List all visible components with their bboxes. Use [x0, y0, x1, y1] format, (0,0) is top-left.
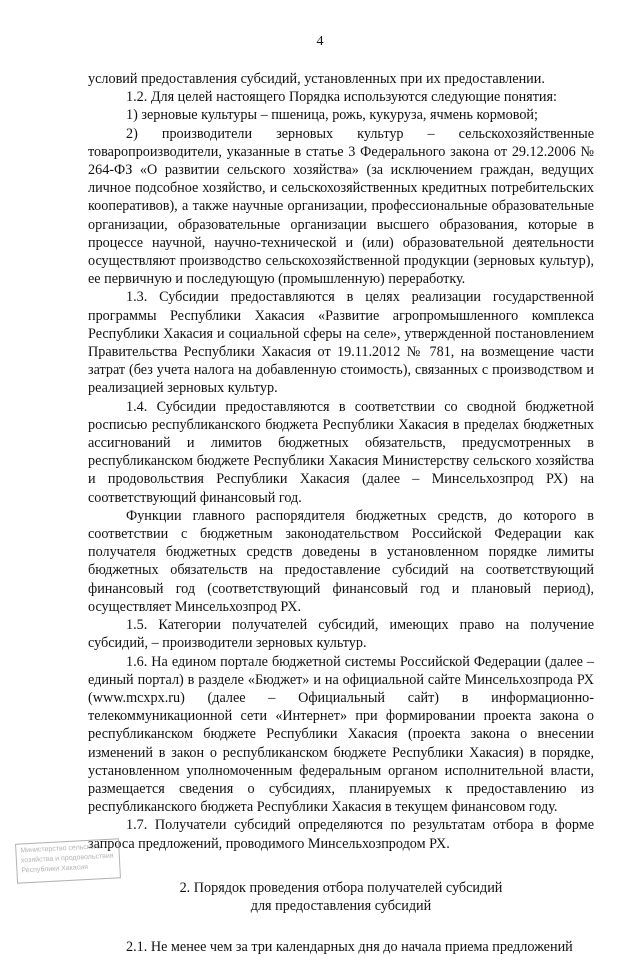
page-number: 4	[316, 34, 324, 49]
paragraph-1-3: 1.3. Субсидии предоставляются в целях реализации государственной программы Республики Хакасия «Развитие агропромышленного комплекса Республики Хакасия и социальной сферы на селе», утвержденной постановлением Правительства Республики Хакасия от 19.11.2012 № 781, на возмещение части затрат (без учета налога на добавленную стоимость), связанных с производством и реализацией зерновых культур.	[88, 289, 594, 397]
stamp-line: Министерство сельского	[20, 843, 101, 855]
paragraph-1-2: 1.2. Для целей настоящего Порядка используются следующие понятия:	[126, 89, 557, 106]
document-body	[88, 70, 594, 956]
paragraph-1-7: 1.7. Получатели субсидий определяются по результатам отбора в форме запроса предложений, проводимого Минсельхозпродом РХ.	[88, 817, 594, 852]
definition-2: 2) производители зерновых культур – сельскохозяйственные товаропроизводители, указанные в статье 3 Федерального закона от 29.12.2006 № 264-ФЗ «О развитии сельского хозяйства» (за исключением граждан, ведущих личное подсобное хозяйство, и сельскохозяйственных кредитных потребительских кооперативов), а также научные организации, профессиональные образовательные организации, образовательные организации высшего образования, которые в процессе научной, научно-технической и (или) образовательной деятельности осуществляют производство сельскохозяйственной продукции (зерновых культур), ее первичную и последующую (промышленную) переработку.	[88, 125, 594, 288]
section-heading-line-2: для предоставления субсидий	[250, 897, 432, 914]
section-heading-line-1: 2. Порядок проведения отбора получателей субсидий	[179, 879, 503, 896]
registration-stamp	[15, 838, 121, 883]
stamp-line: Республики Хакасия	[21, 863, 89, 875]
paragraph-2-1: 2.1. Не менее чем за три календарных дня до начала приема предложений	[126, 939, 573, 956]
paragraph-1-5: 1.5. Категории получателей субсидий, имеющих право на получение субсидий, – производители зерновых культур.	[88, 617, 594, 652]
paragraph-1-4-functions: Функции главного распорядителя бюджетных средств, до которого в соответствии с бюджетным законодательством Российской Федерации как получателя бюджетных средств доведены в установленном порядке лимиты бюджетных обязательств на предоставление субсидий на соответствующий финансовый год (соответствующий финансовый год и плановый период), осуществляет Минсельхозпрод РХ.	[88, 507, 594, 615]
definition-1: 1) зерновые культуры – пшеница, рожь, кукуруза, ячмень кормовой;	[126, 107, 538, 124]
paragraph-1-6: 1.6. На едином портале бюджетной системы Российской Федерации (далее – единый портал) в разделе «Бюджет» и на официальной сайте Минсельхозпрода РХ (www.mcxpx.ru) (далее – Официальный сайт) в информационно-телекоммуникационной сети «Интернет» при формировании проекта закона о республиканском бюджете Республики Хакасия (проекта закона о внесении изменений в закон о республиканском бюджете Республики Хакасия) в порядке, установленном уполномоченным федеральным органом исполнительной власти, размещается сведения о субсидиях, планируемых к предоставлению из республиканского бюджета Республики Хакасия в текущем финансовом году.	[88, 653, 594, 816]
paragraph-1-4: 1.4. Субсидии предоставляются в соответствии со сводной бюджетной росписью республиканского бюджета Республики Хакасия в пределах бюджетных ассигнований и лимитов бюджетных обязательств, предусмотренных в республиканском бюджете Республики Хакасия Министерству сельского хозяйства и продовольствия Республики Хакасия (далее – Минсельхозпрод РХ) на соответствующий финансовый год.	[88, 398, 594, 506]
paragraph-continuation: условий предоставления субсидий, установленных при их предоставлении.	[88, 71, 545, 87]
section-heading	[88, 879, 594, 915]
stamp-line: хозяйства и продовольствия	[20, 852, 114, 865]
